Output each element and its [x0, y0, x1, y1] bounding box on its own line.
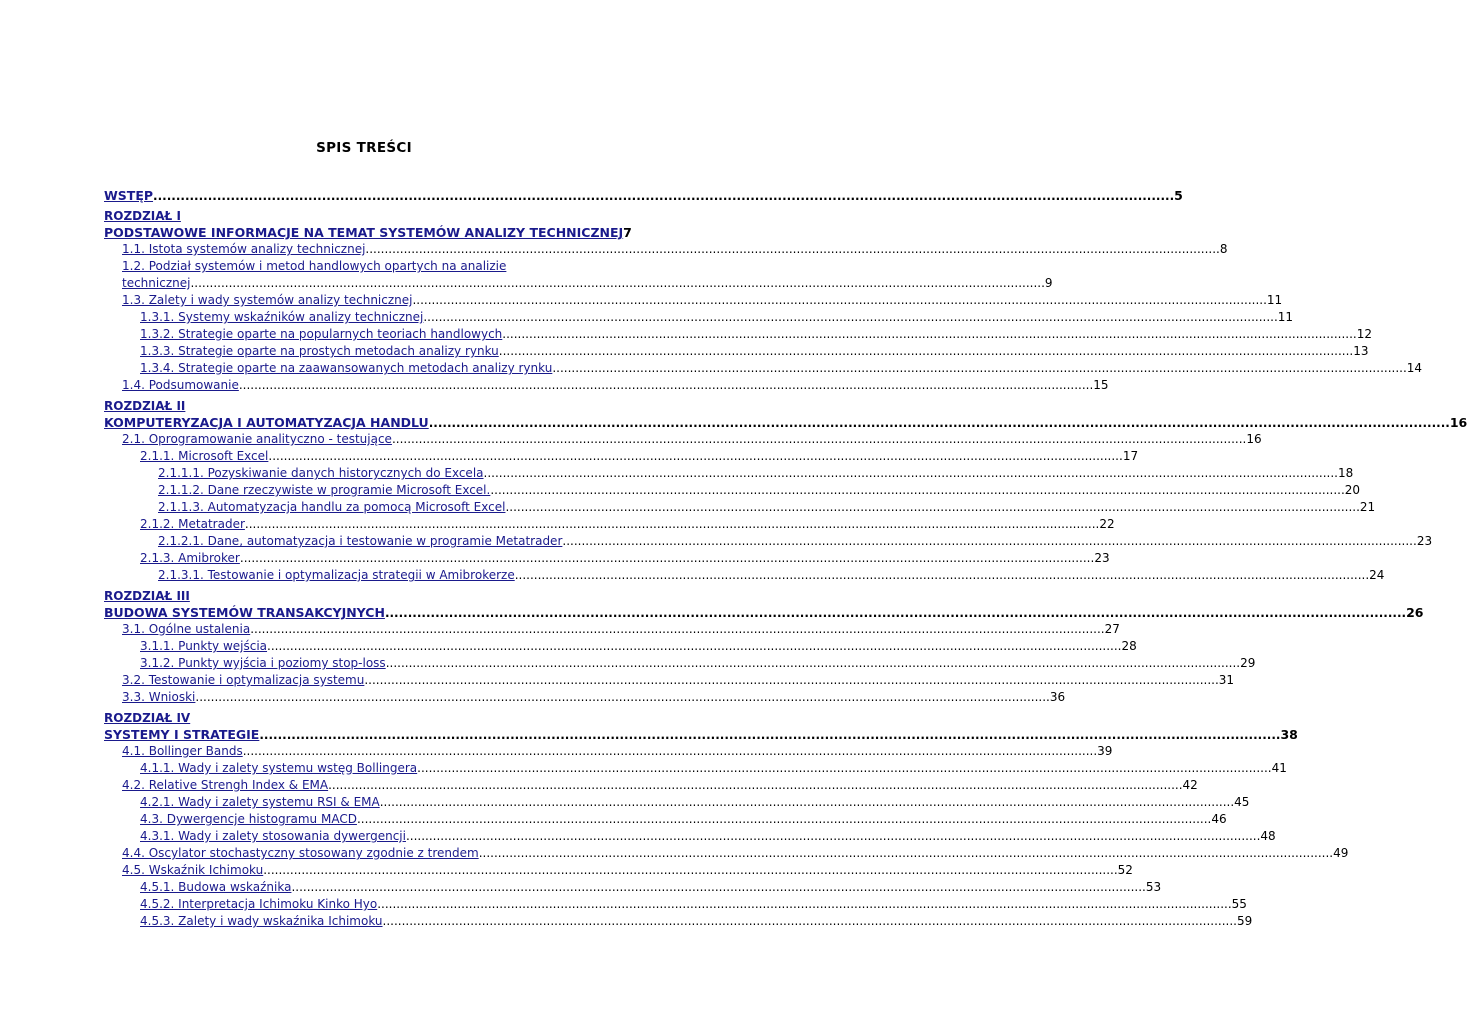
toc-entry [104, 448, 1139, 465]
toc-entry [104, 777, 1198, 794]
toc-dot-leader [429, 415, 1450, 432]
toc-dot-leader [190, 275, 1044, 292]
toc-entry-link[interactable]: 4.2. Relative Strengh Index & EMA [122, 778, 329, 792]
toc-entry [104, 431, 1262, 448]
toc-dot-leader [328, 777, 1182, 794]
toc-page-number: 24 [1369, 568, 1385, 582]
toc-entry-link[interactable]: 4.1. Bollinger Bands [122, 744, 243, 758]
toc-page-number: 11 [1277, 310, 1294, 324]
toc-entry-link[interactable]: 1.3.2. Strategie oparte na popularnych teoriach handlowych [140, 327, 503, 341]
toc-page-number: 42 [1182, 778, 1198, 792]
toc-entry-link[interactable]: technicznej [122, 276, 191, 290]
toc-entry [104, 292, 1283, 309]
toc-entry-link[interactable]: 1.3.1. Systemy wskaźników analizy technicznej [140, 310, 424, 324]
toc-entry-link[interactable]: 2.1.3. Amibroker [140, 551, 240, 565]
toc-entry [104, 862, 1133, 879]
toc-entry [104, 550, 1110, 567]
toc-entry-link[interactable]: PODSTAWOWE INFORMACJE NA TEMAT SYSTEMÓW ANALIZY TECHNICZNEJ [104, 225, 624, 240]
toc-dot-leader [291, 879, 1145, 896]
toc-dot-leader [406, 828, 1260, 845]
toc-entry-link[interactable]: 1.1. Istota systemów analizy technicznej [122, 242, 366, 256]
toc-entry [104, 360, 1423, 377]
toc-page-number: 16 [1449, 415, 1467, 430]
toc-page-number: 13 [1353, 344, 1369, 358]
toc-dot-leader [263, 862, 1117, 879]
toc-dot-leader [239, 377, 1093, 394]
toc-dot-leader [259, 727, 1280, 744]
toc-page-number: 5 [1174, 188, 1183, 203]
toc-chapter-entry [104, 726, 1298, 743]
toc-chapter-entry [104, 224, 632, 241]
toc-entry [104, 309, 1294, 326]
toc-entry [104, 343, 1369, 360]
toc-dot-leader [153, 188, 1174, 205]
toc-entry [104, 326, 1373, 343]
toc-entry [104, 621, 1120, 638]
toc-entry [104, 275, 1053, 292]
toc-entry [104, 241, 1228, 258]
toc-entry [104, 499, 1376, 516]
toc-entry [104, 913, 1253, 930]
toc-page-number: 49 [1333, 846, 1349, 860]
toc-dot-leader [484, 465, 1338, 482]
toc-entry-link[interactable]: 2.1.1.1. Pozyskiwanie danych historycznych do Excela [158, 466, 484, 480]
toc-page-number: 9 [1044, 276, 1053, 290]
toc-entry-link[interactable]: 4.3.1. Wady i zalety stosowania dywergencji [140, 829, 406, 843]
toc-page-number: 11 [1266, 293, 1283, 307]
toc-dot-leader [364, 672, 1218, 689]
toc-entry-link[interactable]: 4.3. Dywergencje histogramu MACD [140, 812, 357, 826]
toc-dot-leader [380, 794, 1234, 811]
toc-page-number: 23 [1416, 534, 1433, 548]
toc-entry [104, 655, 1256, 672]
toc-entry [104, 672, 1235, 689]
toc-dot-leader [245, 516, 1099, 533]
toc-entry [104, 638, 1137, 655]
toc-dot-leader [412, 292, 1266, 309]
toc-entry-link[interactable]: 2.1.1. Microsoft Excel [140, 449, 269, 463]
toc-entry-link[interactable]: SYSTEMY I STRATEGIE [104, 727, 260, 742]
toc-entry-link[interactable]: 4.5.1. Budowa wskaźnika [140, 880, 292, 894]
toc-page-number: 46 [1211, 812, 1227, 826]
toc-entry [104, 743, 1113, 760]
toc-entry [104, 533, 1433, 550]
toc-entry-link[interactable]: 4.4. Oscylator stochastyczny stosowany zgodnie z trendem [122, 846, 479, 860]
toc-page-number: 45 [1234, 795, 1250, 809]
toc-dot-leader [377, 896, 1231, 913]
toc-dot-leader [365, 241, 1219, 258]
toc-dot-leader [250, 621, 1104, 638]
toc-page-number: 59 [1236, 914, 1253, 928]
toc-entry [104, 689, 1066, 706]
toc-page-number: 7 [623, 225, 632, 240]
toc-chapter-label[interactable]: ROZDZIAŁ III [104, 589, 190, 603]
toc-page-number: 39 [1097, 744, 1113, 758]
toc-entry [104, 879, 1162, 896]
toc-page-number: 31 [1218, 673, 1235, 687]
toc-chapter-entry [104, 604, 1424, 621]
toc-entry-link[interactable]: KOMPUTERYZACJA I AUTOMATYZACJA HANDLU [104, 415, 429, 430]
toc-page-number: 28 [1121, 639, 1137, 653]
toc-page-number: 38 [1280, 727, 1298, 742]
toc-entry-link[interactable]: BUDOWA SYSTEMÓW TRANSAKCYJNYCH [104, 605, 385, 620]
toc-dot-leader [240, 550, 1094, 567]
toc-page-number: 14 [1406, 361, 1423, 375]
toc-page-number: 29 [1240, 656, 1256, 670]
toc-page-number: 36 [1049, 690, 1066, 704]
toc-page-number: 48 [1260, 829, 1276, 843]
toc-dot-leader [417, 760, 1271, 777]
toc-entry-link[interactable]: 4.5.2. Interpretacja Ichimoku Kinko Hyo [140, 897, 378, 911]
toc-chapter-label[interactable]: ROZDZIAŁ IV [104, 711, 191, 725]
toc-page-number: 16 [1246, 432, 1262, 446]
toc-entry-link[interactable]: 3.1.2. Punkty wyjścia i poziomy stop-loss [140, 656, 386, 670]
toc-entry [104, 258, 627, 275]
toc-page-number: 52 [1117, 863, 1133, 877]
toc-entry-link[interactable]: 3.1. Ogólne ustalenia [122, 622, 251, 636]
toc-dot-leader [479, 845, 1333, 862]
toc-dot-leader [392, 431, 1246, 448]
toc-entry-link[interactable]: 4.1.1. Wady i zalety systemu wstęg Bollingera [140, 761, 418, 775]
toc-entry [104, 465, 1354, 482]
toc-entry [104, 828, 1276, 845]
toc-entry [104, 516, 1115, 533]
toc-page-number: 12 [1356, 327, 1373, 341]
toc-dot-leader [423, 309, 1277, 326]
toc-page-number: 55 [1231, 897, 1247, 911]
toc-entry [104, 482, 1361, 499]
toc-dot-leader [243, 743, 1097, 760]
toc-entry [104, 567, 1385, 584]
toc-page-number: 15 [1093, 378, 1109, 392]
table-of-contents [104, 187, 1467, 930]
toc-dot-leader [383, 913, 1237, 930]
toc-entry [104, 845, 1349, 862]
toc-title: SPIS TREŚCI [316, 140, 412, 156]
toc-page-number: 18 [1337, 466, 1354, 480]
toc-entry-link[interactable]: 3.3. Wnioski [122, 690, 196, 704]
toc-entry-link[interactable]: 1.3. Zalety i wady systemów analizy technicznej [122, 293, 413, 307]
toc-dot-leader [502, 326, 1356, 343]
toc-entry [104, 760, 1287, 777]
toc-page-number: 41 [1271, 761, 1287, 775]
toc-dot-leader [499, 343, 1353, 360]
toc-entry-link[interactable]: 2.1.1.3. Automatyzacja handlu za pomocą Microsoft Excel [158, 500, 506, 514]
toc-chapter-label[interactable]: ROZDZIAŁ II [104, 399, 186, 413]
toc-dot-leader [385, 605, 1406, 622]
toc-page-number: 21 [1359, 500, 1376, 514]
toc-dot-leader [562, 533, 1416, 550]
toc-entry-link[interactable]: 1.3.4. Strategie oparte na zaawansowanych metodach analizy rynku [140, 361, 553, 375]
toc-entry-link[interactable]: 3.1.1. Punkty wejścia [140, 639, 268, 653]
toc-page-number: 20 [1344, 483, 1361, 497]
toc-entry-link[interactable]: 2.1.2.1. Dane, automatyzacja i testowanie w programie Metatrader [158, 534, 563, 548]
toc-page-number: 26 [1406, 605, 1424, 620]
toc-dot-leader [267, 638, 1121, 655]
toc-entry [104, 896, 1247, 913]
toc-chapter-entry [104, 414, 1467, 431]
toc-entry-link[interactable]: 2.1.1.2. Dane rzeczywiste w programie Microsoft Excel. [158, 483, 491, 497]
toc-page-number: 27 [1104, 622, 1120, 636]
toc-entry-link[interactable]: 2.1.2. Metatrader [140, 517, 245, 531]
toc-dot-leader [268, 448, 1122, 465]
toc-chapter-entry [104, 187, 1183, 204]
toc-page-number: 23 [1094, 551, 1110, 565]
toc-dot-leader [490, 482, 1344, 499]
toc-page-number: 22 [1099, 517, 1115, 531]
toc-entry-link[interactable]: 4.2.1. Wady i zalety systemu RSI & EMA [140, 795, 380, 809]
toc-dot-leader [515, 567, 1369, 584]
toc-page-number: 8 [1219, 242, 1228, 256]
toc-entry-link[interactable]: 3.2. Testowanie i optymalizacja systemu [122, 673, 365, 687]
toc-dot-leader [552, 360, 1406, 377]
toc-dot-leader [505, 499, 1359, 516]
toc-entry-link[interactable]: 1.3.3. Strategie oparte na prostych metodach analizy rynku [140, 344, 499, 358]
toc-entry-link[interactable]: 1.2. Podział systemów i metod handlowych opartych na analizie [122, 259, 507, 273]
toc-entry-link[interactable]: 1.4. Podsumowanie [122, 378, 239, 392]
toc-entry [104, 794, 1250, 811]
toc-dot-leader [195, 689, 1049, 706]
toc-dot-leader [386, 655, 1240, 672]
toc-entry-link[interactable]: 4.5.3. Zalety i wady wskaźnika Ichimoku [140, 914, 383, 928]
toc-entry-link[interactable]: WSTĘP [104, 188, 154, 203]
toc-entry-link[interactable]: 2.1.3.1. Testowanie i optymalizacja strategii w Amibrokerze [158, 568, 515, 582]
toc-entry [104, 377, 1109, 394]
toc-chapter-label[interactable]: ROZDZIAŁ I [104, 209, 181, 223]
toc-entry-link[interactable]: 4.5. Wskaźnik Ichimoku [122, 863, 264, 877]
toc-dot-leader [357, 811, 1211, 828]
toc-page-number: 53 [1145, 880, 1162, 894]
toc-entry-link[interactable]: 2.1. Oprogramowanie analityczno - testujące [122, 432, 392, 446]
toc-page-number: 17 [1122, 449, 1139, 463]
toc-entry [104, 811, 1227, 828]
